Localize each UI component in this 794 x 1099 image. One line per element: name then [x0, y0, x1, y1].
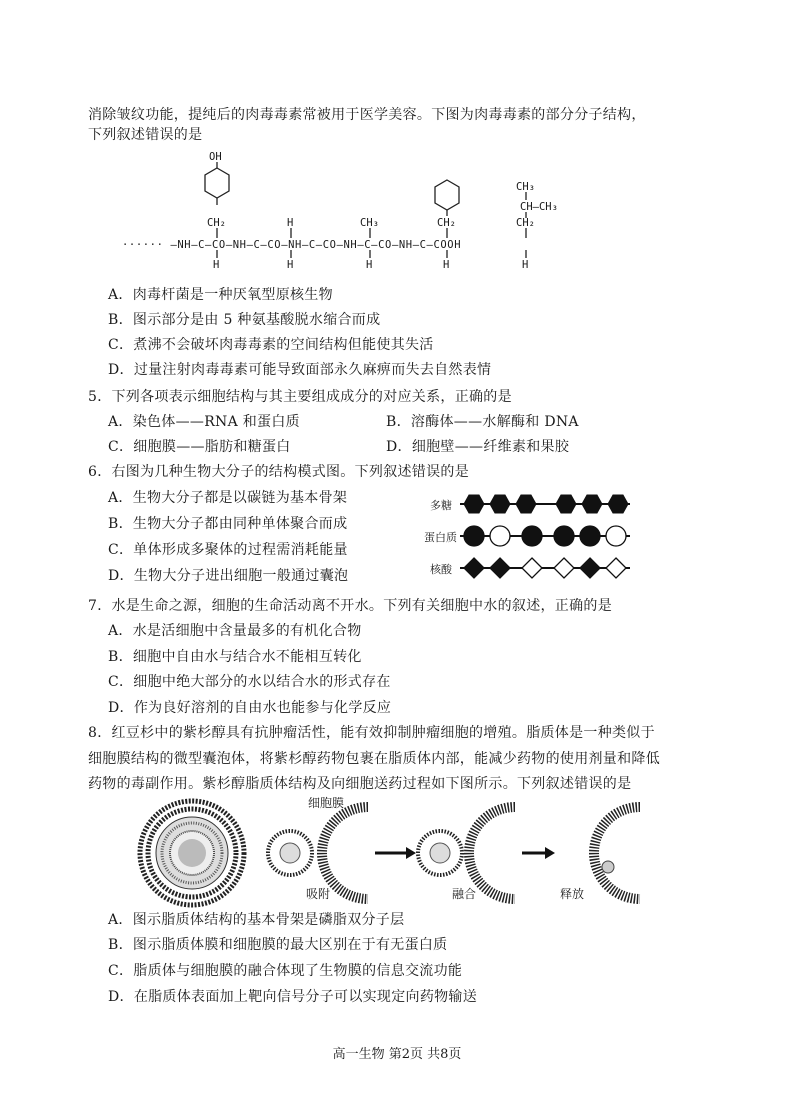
ch2-label-1: CH₂	[207, 217, 226, 229]
q6-option-d: D．生物大分子进出细胞一般通过囊泡	[108, 568, 349, 584]
release-label: 释放	[560, 887, 585, 901]
liposome-figure	[130, 795, 690, 910]
q4-intro-line1: 消除皱纹功能，提纯后的肉毒毒素常被用于医学美容。下图为肉毒毒素的部分分子结构，	[88, 107, 646, 123]
q8-stem-line3: 药物的毒副作用。紫杉醇脂质体结构及向细胞送药过程如下图所示。下列叙述错误的是	[88, 776, 632, 792]
q5-option-d: D．细胞壁——纤维素和果胶	[386, 439, 570, 455]
q8-stem-line1: 8．红豆杉中的紫杉醇具有抗肿瘤活性，能有效抑制肿瘤细胞的增殖。脂质体是一种类似于	[88, 725, 655, 741]
q8-option-d: D．在脂质体表面加上靶向信号分子可以实现定向药物输送	[108, 989, 478, 1005]
q4-intro-line2: 下列叙述错误的是	[88, 127, 203, 143]
h-bottom-1: H	[213, 259, 220, 271]
q4-option-b: B．图示部分是由 5 种氨基酸脱水缩合而成	[108, 312, 381, 328]
q7-option-d: D．作为良好溶剂的自由水也能参与化学反应	[108, 700, 392, 716]
q5-option-c: C．细胞膜——脂肪和糖蛋白	[108, 439, 291, 455]
q8-option-c: C．脂质体与细胞膜的融合体现了生物膜的信息交流功能	[108, 963, 463, 979]
ch3-label-3: CH₃	[360, 217, 379, 229]
adsorb-label: 吸附	[306, 887, 331, 901]
q6-option-c: C．单体形成多聚体的过程需消耗能量	[108, 542, 348, 558]
nucleic-acid-label: 核酸	[430, 563, 452, 576]
protein-label: 蛋白质	[424, 531, 457, 544]
q5-stem: 5．下列各项表示细胞结构与其主要组成成分的对应关系，正确的是	[88, 389, 512, 405]
q6-stem: 6．右图为几种生物大分子的结构模式图。下列叙述错误的是	[88, 464, 470, 480]
q8-option-a: A．图示脂质体结构的基本骨架是磷脂双分子层	[108, 912, 405, 928]
q7-option-b: B．细胞中自由水与结合水不能相互转化	[108, 649, 362, 665]
ch3-label-5: CH₃	[516, 181, 535, 193]
h-top-label-2: H	[287, 217, 294, 229]
ch2-label-5: CH₂	[516, 217, 535, 229]
liposome-structure	[140, 801, 244, 905]
peptide-backbone: ······ —NH—C—CO—NH—C—CO—NH—C—CO—NH—C—CO—NH—C—COOH	[122, 239, 462, 251]
page-footer: 高一生物 第2页 共8页	[332, 1047, 462, 1062]
cell-membrane-label: 细胞膜	[308, 796, 345, 810]
q6-option-a: A．生物大分子都是以碳链为基本骨架	[108, 490, 348, 506]
q7-option-a: A．水是活细胞中含量最多的有机化合物	[108, 623, 362, 639]
ch-ch3-label: CH—CH₃	[520, 201, 558, 213]
polysaccharide-chain	[460, 495, 630, 513]
h-bottom-2: H	[287, 259, 294, 271]
oh-label: OH	[209, 151, 222, 163]
q4-option-a: A．肉毒杆菌是一种厌氧型原核生物	[108, 287, 333, 303]
macromolecule-figure	[460, 490, 640, 580]
q5-option-b: B．溶酶体——水解酶和 DNA	[386, 414, 579, 430]
q7-option-c: C．细胞中绝大部分的水以结合水的形式存在	[108, 674, 391, 690]
ch2-label-4: CH₂	[437, 217, 456, 229]
fuse-label: 融合	[452, 887, 477, 901]
q7-stem: 7．水是生命之源，细胞的生命活动离不开水。下列有关细胞中水的叙述，正确的是	[88, 598, 613, 614]
q4-option-c: C．煮沸不会破坏肉毒毒素的空间结构但能使其失活	[108, 337, 434, 353]
q5-option-a: A．染色体——RNA 和蛋白质	[108, 414, 300, 430]
h-bottom-4: H	[443, 259, 450, 271]
q8-stem-line2: 细胞膜结构的微型囊泡体，将紫杉醇药物包裹在脂质体内部，能减少药物的使用剂量和降低	[88, 751, 660, 767]
q8-option-b: B．图示脂质体膜和细胞膜的最大区别在于有无蛋白质	[108, 937, 448, 953]
q4-option-d: D．过量注射肉毒毒素可能导致面部永久麻痹而失去自然表情	[108, 362, 492, 378]
h-bottom-5: H	[522, 259, 529, 271]
h-bottom-3: H	[366, 259, 373, 271]
q6-option-b: B．生物大分子都由同种单体聚合而成	[108, 516, 348, 532]
polysaccharide-label: 多糖	[430, 499, 452, 512]
